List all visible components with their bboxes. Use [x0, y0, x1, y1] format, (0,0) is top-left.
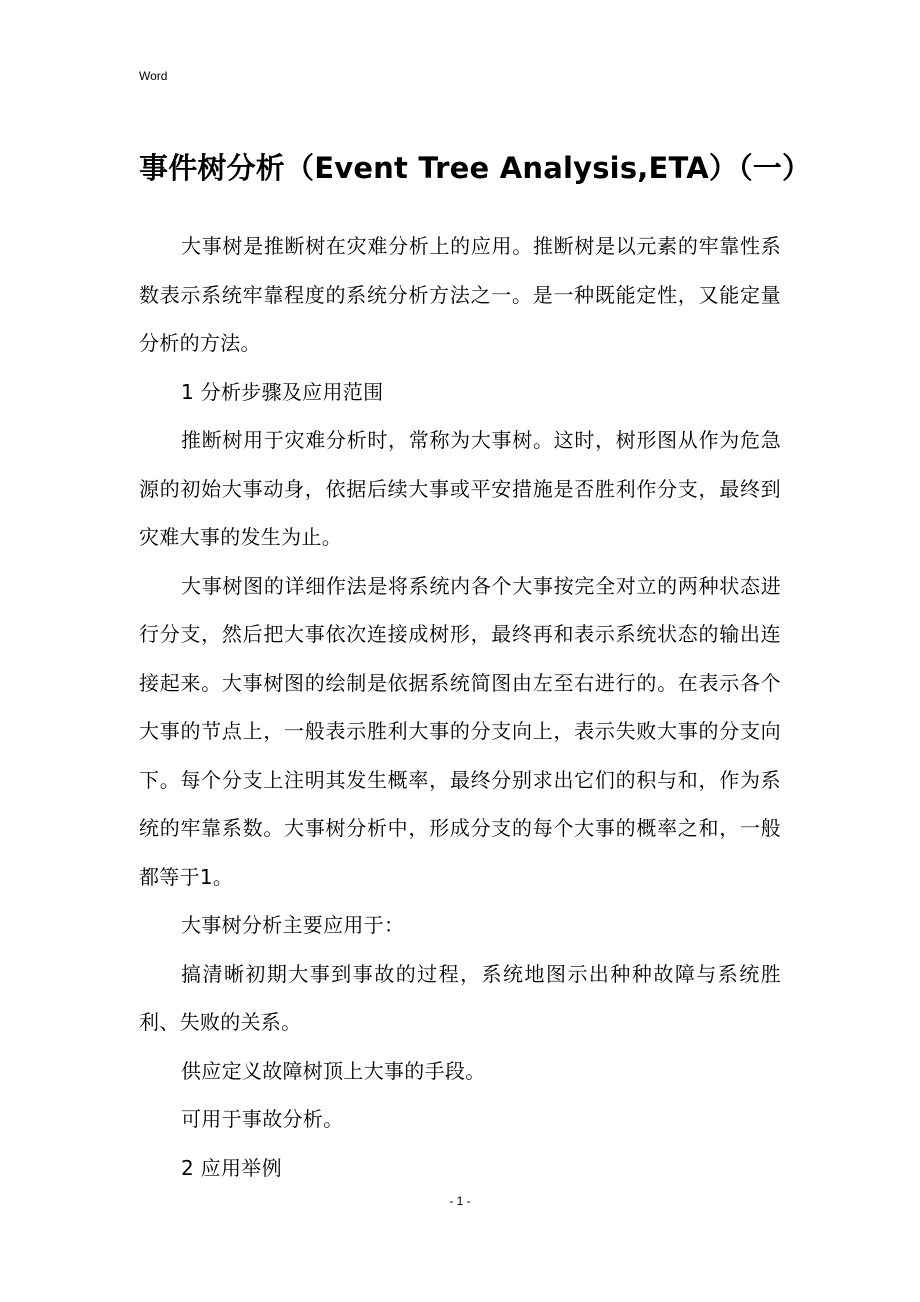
page-number: - 1 -: [449, 1194, 471, 1208]
paragraph-applications-intro: 大事树分析主要应用于：: [181, 913, 405, 937]
section-heading-2: 2 应用举例: [181, 1155, 282, 1180]
paragraph-application-1: 搞清晰初期大事到事故的过程，系统地图示出种种故障与系统胜利、失败的关系。: [139, 961, 781, 1034]
paragraph-method: 大事树图的详细作法是将系统内各个大事按完全对立的两种状态进行分支，然后把大事依次连接成树形，最终再和表示系统状态的输出连接起来。大事树图的绘制是依据系统简图由左至右进行的。在表示各个大事的节点上，一般表示胜利大事的分支向上，表示失败大事的分支向下。每个分支上注明其发生概率，最终分别求出它们的积与和，作为系统的牢靠系数。大事树分析中，形成分支的每个大事的概率之和，一般都等于1。: [139, 573, 781, 889]
header-label: Word: [139, 69, 168, 83]
paragraph-intro: 大事树是推断树在灾难分析上的应用。推断树是以元素的牢靠性系数表示系统牢靠程度的系统分析方法之一。是一种既能定性，又能定量分析的方法。: [139, 234, 781, 355]
paragraph-application-3: 可用于事故分析。: [181, 1107, 344, 1131]
paragraph-application-2: 供应定义故障树顶上大事的手段。: [181, 1058, 486, 1083]
document-body: [139, 222, 781, 1192]
section-heading-1: 1 分析步骤及应用范围: [181, 379, 384, 404]
paragraph-definition: 推断树用于灾难分析时，常称为大事树。这时，树形图从作为危急源的初始大事动身，依据后续大事或平安措施是否胜利作分支，最终到灾难大事的发生为止。: [139, 428, 781, 549]
document-title: 事件树分析（Event Tree Analysis,ETA）（一）: [139, 151, 812, 185]
